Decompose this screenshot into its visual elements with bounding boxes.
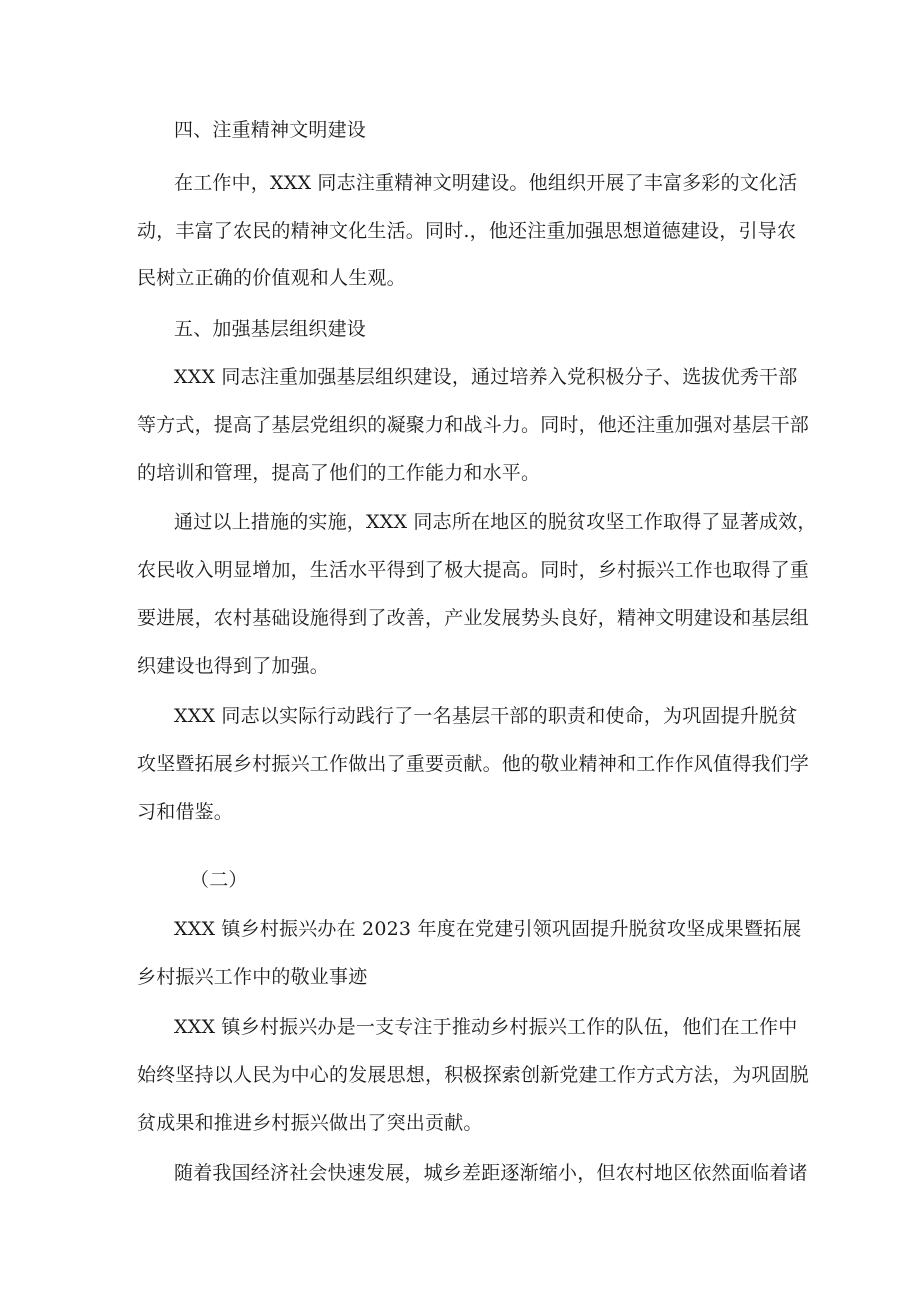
section-heading: 四、注重精神文明建设 <box>174 119 367 141</box>
part-marker: （二） <box>190 869 248 891</box>
section-heading: 五、加强基层组织建设 <box>174 318 367 340</box>
paragraph-line: 通过以上措施的实施，XXX 同志所在地区的脱贫攻坚工作取得了显著成效， <box>174 511 817 533</box>
part-title: XXX 镇乡村振兴办在 2023 年度在党建引领巩固提升脱贫攻坚成果暨拓展 <box>174 918 802 940</box>
paragraph-line: 民树立正确的价值观和人生观。 <box>137 267 406 289</box>
paragraph-line: 在工作中，XXX 同志注重精神文明建设。他组织开展了丰富多彩的文化活 <box>174 172 798 194</box>
paragraph-line: 贫成果和推进乡村振兴做出了突出贡献。 <box>137 1112 483 1134</box>
paragraph-line: 攻坚暨拓展乡村振兴工作做出了重要贡献。他的敬业精神和工作作风值得我们学 <box>137 753 810 775</box>
paragraph-line: 随着我国经济社会快速发展，城乡差距逐渐缩小，但农村地区依然面临着诸 <box>174 1162 808 1184</box>
paragraph-line: XXX 同志注重加强基层组织建设，通过培养入党积极分子、选拔优秀干部 <box>174 366 798 388</box>
paragraph-line: 织建设也得到了加强。 <box>137 655 330 677</box>
part-title: 乡村振兴工作中的敬业事迹 <box>137 966 368 988</box>
paragraph-line: 动，丰富了农民的精神文化生活。同时.，他还注重加强思想道德建设，引导农 <box>137 220 797 242</box>
paragraph-line: 要进展，农村基础设施得到了改善，产业发展势头良好，精神文明建设和基层组 <box>137 607 810 629</box>
paragraph-line: 农民收入明显增加，生活水平得到了极大提高。同时，乡村振兴工作也取得了重 <box>137 559 810 581</box>
paragraph-line: 始终坚持以人民为中心的发展思想，积极探索创新党建工作方式方法，为巩固脱 <box>137 1064 810 1086</box>
paragraph-line: 的培训和管理，提高了他们的工作能力和水平。 <box>137 462 541 484</box>
paragraph-line: 等方式，提高了基层党组织的凝聚力和战斗力。同时，他还注重加强对基层干部 <box>137 414 810 436</box>
paragraph-line: XXX 同志以实际行动践行了一名基层干部的职责和使命，为巩固提升脱贫 <box>174 705 798 727</box>
paragraph-line: 习和借鉴。 <box>137 801 234 823</box>
paragraph-line: XXX 镇乡村振兴办是一支专注于推动乡村振兴工作的队伍，他们在工作中 <box>174 1016 798 1038</box>
